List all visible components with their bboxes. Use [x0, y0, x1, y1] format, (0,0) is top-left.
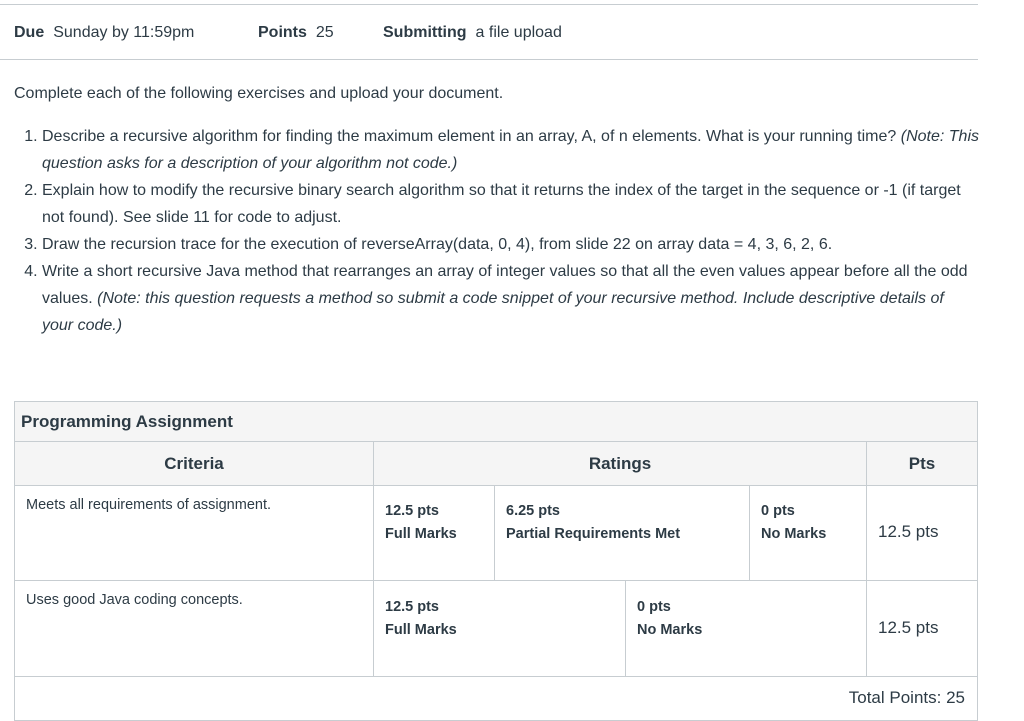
criterion-points: 12.5 pts — [878, 618, 939, 637]
rating-description: No Marks — [637, 622, 703, 638]
criterion-description: Uses good Java coding concepts. — [26, 592, 243, 608]
criterion-description: Meets all requirements of assignment. — [26, 497, 271, 513]
exercise-list — [14, 123, 979, 339]
rating-partial — [506, 500, 680, 546]
criterion-points: 12.5 pts — [878, 522, 939, 541]
assignment-intro: Complete each of the following exercises and upload your document. — [14, 85, 504, 102]
rating-description: No Marks — [761, 526, 827, 542]
total-points: Total Points: 25 — [848, 688, 965, 707]
points-value: 25 — [315, 24, 334, 41]
exercise-text: Draw the recursion trace for the execution of reverseArray(data, 0, 4), from slide 22 on array data = 4, 3, 6, 2, 6. — [42, 236, 833, 253]
submitting-value: a file upload — [475, 24, 562, 41]
rating-description: Full Marks — [385, 526, 457, 542]
rating-divider — [749, 486, 750, 581]
rating-description: Partial Requirements Met — [506, 526, 681, 542]
rating-points: 0 pts — [637, 599, 671, 615]
rubric-table — [14, 401, 978, 721]
pts-header: Pts — [867, 442, 977, 486]
exercise-text: Write a short recursive Java method that rearranges an array of integer values so that all the even values appear before all the odd values. — [42, 263, 968, 307]
row-divider — [15, 580, 977, 581]
pts-divider — [866, 442, 867, 677]
rating-points: 12.5 pts — [385, 503, 439, 519]
rating-no-marks — [761, 500, 826, 546]
top-divider — [0, 4, 978, 5]
exercise-note: (Note: This question asks for a description of your algorithm not code.) — [42, 128, 979, 172]
criteria-header: Criteria — [15, 442, 373, 486]
exercise-text: Explain how to modify the recursive binary search algorithm so that it returns the index of the target in the sequence or -1 (if target not found). See slide 11 for code to adjust. — [42, 182, 961, 226]
rubric-title: Programming Assignment — [15, 402, 977, 442]
criteria-divider — [373, 442, 374, 677]
points-detail — [258, 24, 383, 42]
rating-divider — [625, 581, 626, 677]
exercise-item — [42, 177, 979, 231]
rating-description: Full Marks — [385, 622, 457, 638]
exercise-item — [42, 123, 979, 177]
exercise-text: Describe a recursive algorithm for finding the maximum element in an array, A, of n elements. What is your running time? — [42, 128, 901, 145]
exercise-item — [42, 231, 979, 258]
rating-full-marks — [385, 500, 457, 546]
rating-divider — [494, 486, 495, 581]
rating-no-marks — [637, 596, 702, 642]
ratings-header: Ratings — [374, 442, 866, 486]
rating-full-marks — [385, 596, 457, 642]
exercise-note: (Note: this question requests a method so submit a code snippet of your recursive method. Include descriptive details of your code.) — [42, 290, 944, 334]
submitting-detail — [383, 24, 562, 42]
rating-points: 0 pts — [761, 503, 795, 519]
points-label: Points — [258, 24, 307, 41]
details-divider — [0, 59, 978, 60]
due-detail — [14, 24, 258, 42]
exercise-item — [42, 258, 979, 339]
rating-points: 12.5 pts — [385, 599, 439, 615]
submitting-label: Submitting — [383, 24, 467, 41]
assignment-details — [14, 21, 562, 45]
due-label: Due — [14, 24, 45, 41]
row-divider — [15, 676, 977, 677]
due-value: Sunday by 11:59pm — [53, 24, 195, 41]
rating-points: 6.25 pts — [506, 503, 560, 519]
